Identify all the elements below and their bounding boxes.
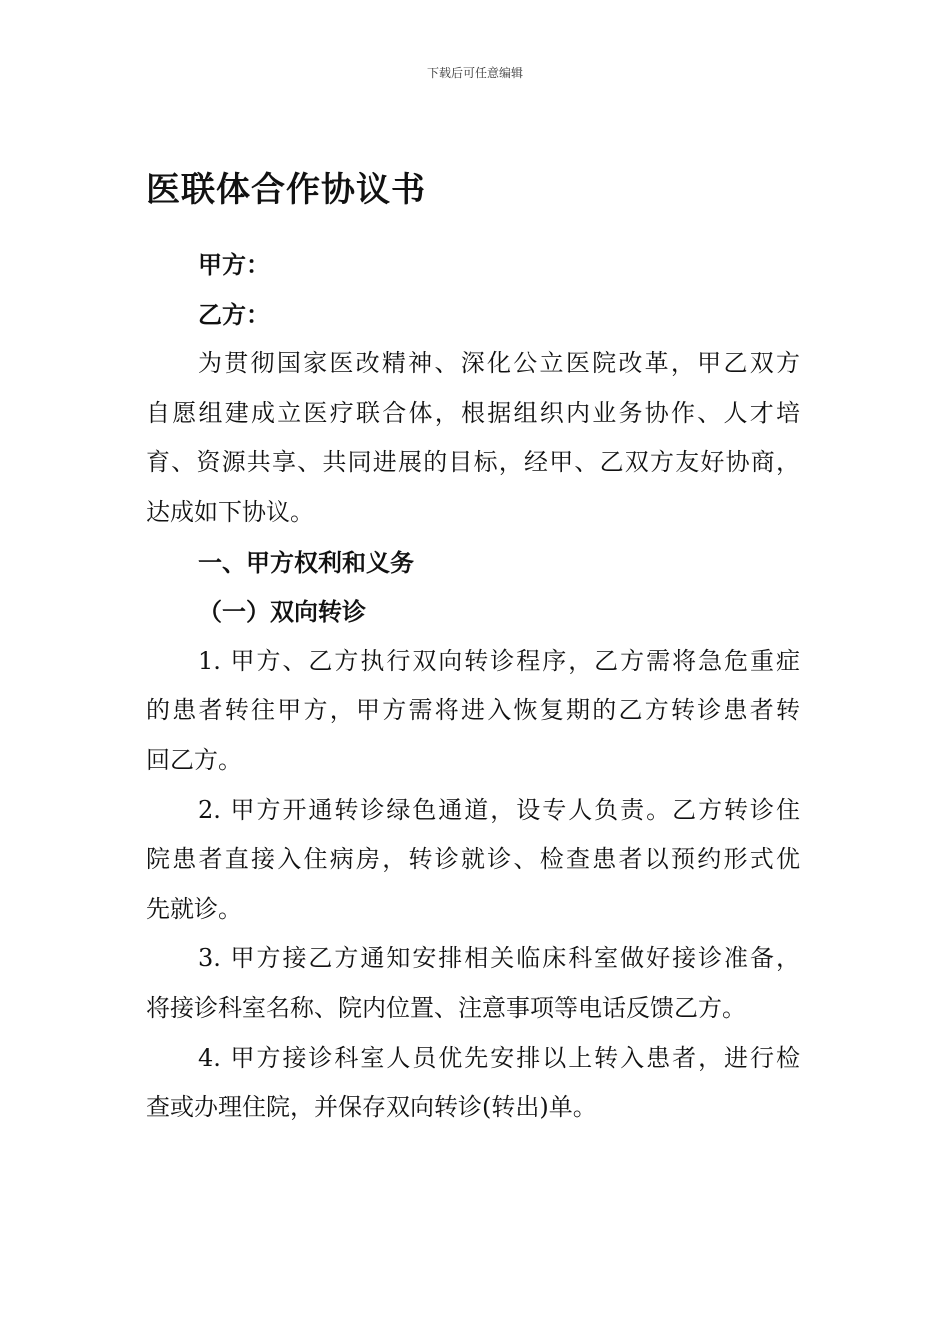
document-body bbox=[146, 240, 800, 1133]
paragraph-line: 先就诊。 bbox=[146, 894, 242, 923]
subsection-heading: （一）双向转诊 bbox=[198, 597, 366, 627]
paragraph-line: 育、资源共享、共同进展的目标，经甲、乙双方友好协商， bbox=[146, 448, 800, 477]
paragraph-line: 达成如下协议。 bbox=[146, 497, 314, 526]
party-a-label: 甲方： bbox=[198, 250, 270, 279]
paragraph-line: 回乙方。 bbox=[146, 745, 242, 774]
paragraph-line: 将接诊科室名称、院内位置、注意事项等电话反馈乙方。 bbox=[146, 993, 746, 1022]
item-4-paragraph bbox=[146, 1034, 800, 1133]
intro-paragraph bbox=[146, 339, 800, 537]
section-heading: 一、甲方权利和义务 bbox=[198, 547, 414, 577]
document-title: 医联体合作协议书 bbox=[146, 170, 426, 210]
paragraph-line: 的患者转往甲方，甲方需将进入恢复期的乙方转诊患者转 bbox=[146, 696, 800, 725]
paragraph-line: 2. 甲方开通转诊绿色通道，设专人负责。乙方转诊住 bbox=[198, 795, 800, 824]
paragraph-line: 3. 甲方接乙方通知安排相关临床科室做好接诊准备， bbox=[198, 944, 800, 973]
item-3-paragraph bbox=[146, 934, 800, 1033]
paragraph-line: 为贯彻国家医改精神、深化公立医院改革，甲乙双方 bbox=[198, 349, 800, 378]
party-b-label: 乙方： bbox=[198, 299, 270, 329]
paragraph-line: 院患者直接入住病房，转诊就诊、检查患者以预约形式优 bbox=[146, 845, 800, 874]
item-1-paragraph bbox=[146, 637, 800, 786]
paragraph-line: 自愿组建成立医疗联合体，根据组织内业务协作、人才培 bbox=[146, 398, 800, 427]
paragraph-line: 查或办理住院，并保存双向转诊(转出)单。 bbox=[146, 1093, 597, 1122]
paragraph-line: 1. 甲方、乙方执行双向转诊程序，乙方需将急危重症 bbox=[198, 646, 800, 675]
page-header-note: 下载后可任意编辑 bbox=[426, 66, 523, 80]
item-2-paragraph bbox=[146, 786, 800, 935]
paragraph-line: 4. 甲方接诊科室人员优先安排以上转入患者，进行检 bbox=[198, 1043, 800, 1072]
